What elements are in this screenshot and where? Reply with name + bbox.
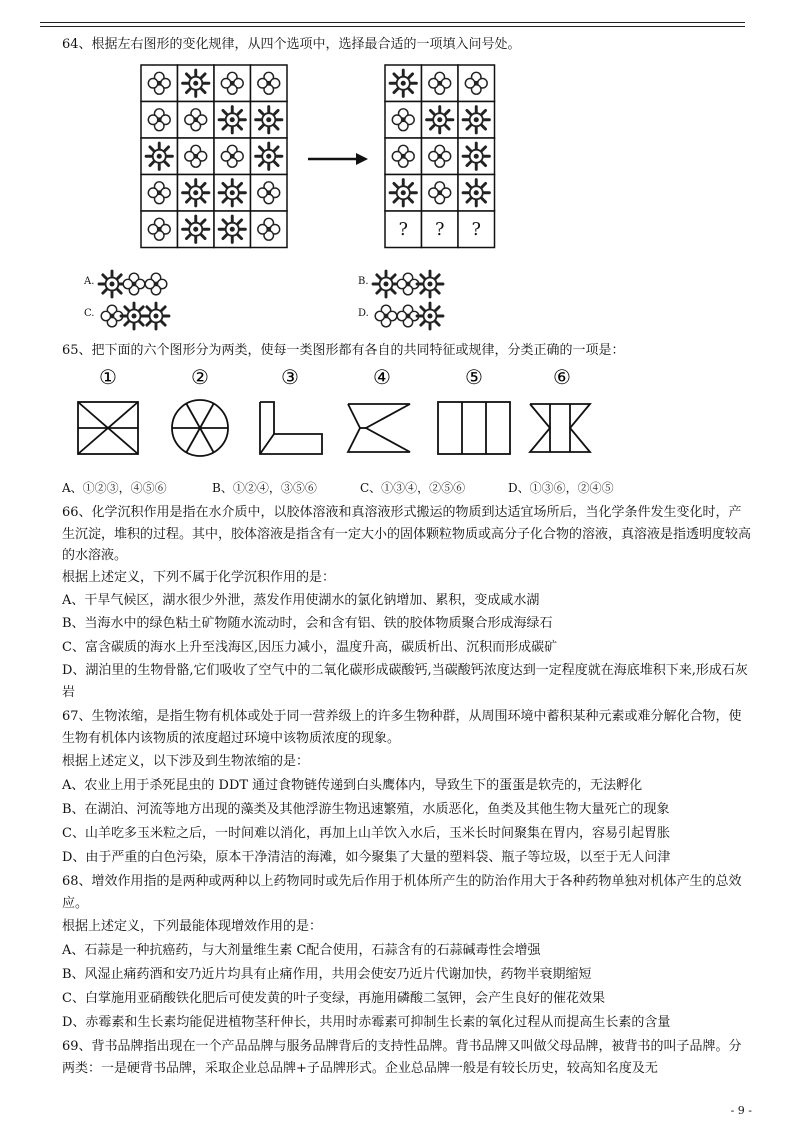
clover-icon (101, 305, 123, 327)
sun-icon (463, 180, 489, 206)
q64-option-b-shapes (376, 274, 456, 294)
q64-option-d-label: D. (358, 308, 369, 319)
q64-option-a-label: A. (84, 276, 95, 287)
q67-option-c[interactable]: C、山羊吃多玉米粒之后，一时间难以消化，再加上山羊饮入水后，玉米长时间聚集在胃内，容易引起胃胀 (62, 826, 670, 841)
question-mark (399, 220, 408, 240)
q64-right-grid (384, 64, 496, 248)
q67-option-b[interactable]: B、在湖泊、河流等地方出现的藻类及其他浮游生物迅速繁殖，水质恶化，鱼类及其他生物大量死亡的现象 (62, 802, 670, 817)
q68-option-b[interactable]: B、风湿止痛药酒和安乃近片均具有止痛作用，共用会使安乃近片代谢加快，药物半衰期缩短 (62, 967, 592, 982)
q65-figure-5 (438, 402, 510, 454)
sun-icon (146, 143, 172, 169)
q66-option-b[interactable]: B、当海水中的绿色粘土矿物随水流动时，会和含有铝、铁的胶体物质聚合形成海绿石 (62, 616, 553, 631)
q64-left-grid (140, 64, 288, 248)
q65-option-b[interactable]: B、①②④，③⑤⑥ (212, 481, 317, 495)
q66-option-a[interactable]: A、干旱气候区，湖水很少外泄，蒸发作用使湖水的氯化钠增加、累积，变成咸水湖 (62, 593, 540, 608)
header-rule-bottom (40, 26, 745, 27)
q64-option-a[interactable] (84, 274, 204, 294)
q64-option-b[interactable] (358, 274, 478, 294)
sun-icon (390, 70, 416, 96)
q65-figure-label: ① (99, 365, 117, 389)
sun-icon (463, 107, 489, 133)
q65-figure-1 (78, 402, 138, 454)
q68-prompt: 根据上述定义，下列最能体现增效作用的是： (62, 919, 323, 934)
q65-figure-2 (172, 400, 228, 456)
q66-option-c[interactable]: C、富含碳质的海水上升至浅海区,因压力减小，温度升高，碳质析出、沉积而形成碳矿 (62, 640, 558, 655)
svg-text:?: ? (398, 220, 408, 241)
q65-figure-4 (348, 404, 410, 452)
sun-icon (256, 143, 282, 169)
q67-prompt: 根据上述定义，以下涉及到生物浓缩的是： (62, 754, 310, 769)
q66-option-d[interactable]: D、湖泊里的生物骨骼,它们吸收了空气中的二氧化碳形成碳酸钙,当碳酸钙浓度达到一定程度就在海底堆积下来,形成石灰岩 (62, 663, 748, 700)
q64-option-d-shapes (376, 306, 456, 326)
sun-icon (417, 271, 443, 297)
q65-figure-label: ④ (373, 365, 391, 389)
sun-icon (219, 180, 245, 206)
q64-option-c-shapes (102, 306, 182, 326)
q68-stem: 68、增效作用指的是两种或两种以上药物同时或先后作用于机体所产生的防治作用大于各种药物单独对机体产生的总效应。 (62, 874, 742, 911)
q65-stem: 65、把下面的六个图形分为两类，使每一类图形都有各自的共同特征或规律，分类正确的一项是： (62, 343, 625, 358)
sun-icon (390, 180, 416, 206)
q64-option-b-label: B. (358, 276, 369, 287)
q68-option-a[interactable]: A、石蒜是一种抗癌药，与大剂量维生素 C配合使用，石蒜含有的石蒜碱毒性会增强 (62, 943, 541, 958)
sun-icon (463, 143, 489, 169)
arrow-icon (306, 152, 370, 166)
q65-figure-label: ⑥ (553, 365, 571, 389)
sun-icon (99, 271, 125, 297)
q65-figure-label: ③ (281, 365, 299, 389)
sun-icon (143, 303, 169, 329)
sun-icon (256, 107, 282, 133)
q64-option-c[interactable] (84, 306, 204, 326)
page-number: - 9 - (730, 1104, 752, 1117)
q65-figure-label: ② (191, 365, 209, 389)
sun-icon (417, 303, 443, 329)
q65-option-d[interactable]: D、①③⑥，②④⑤ (508, 481, 614, 495)
q66-prompt: 根据上述定义，下列不属于化学沉积作用的是： (62, 570, 336, 585)
question-mark (472, 220, 481, 240)
clover-icon (145, 273, 167, 295)
q68-option-d[interactable]: D、赤霉素和生长素均能促进植物茎秆伸长，共用时赤霉素可抑制生长素的氧化过程从而提高生长素的含量 (62, 1015, 671, 1030)
q66-stem: 66、化学沉积作用是指在水介质中，以胶体溶液和真溶液形式搬运的物质到达适宜场所后，当化学条件发生变化时，产生沉淀，堆积的过程。其中，胶体溶液是指含有一定大小的固体颗粒物质或高分子化合物的溶液，真溶液是指透明度较高的水溶液。 (62, 505, 752, 563)
svg-text:?: ? (471, 220, 481, 241)
sun-icon (183, 216, 209, 242)
q65-figure-6 (530, 404, 590, 452)
q65-figure-label: ⑤ (465, 365, 483, 389)
sun-icon (183, 70, 209, 96)
q64-stem: 64、根据左右图形的变化规律，从四个选项中，选择最合适的一项填入问号处。 (62, 37, 521, 52)
q65-option-a[interactable]: A、①②③，④⑤⑥ (62, 481, 167, 495)
question-mark (435, 220, 444, 240)
q69-stem: 69、背书品牌指出现在一个产品品牌与服务品牌背后的支持性品牌。背书品牌又叫做父母品牌，被背书的叫子品牌。分两类：一是硬背书品牌，采取企业总品牌+子品牌形式。企业总品牌一般是有较长历史，较高知名度及无 (62, 1039, 742, 1076)
clover-icon (123, 273, 145, 295)
q64-option-c-label: C. (84, 308, 95, 319)
sun-icon (219, 107, 245, 133)
q68-option-c[interactable]: C、白掌施用亚硝酸铁化肥后可使发黄的叶子变绿，再施用磷酸二氢钾，会产生良好的催花效果 (62, 991, 605, 1006)
q64-option-d[interactable] (358, 306, 478, 326)
q65-figures (60, 362, 620, 462)
sun-icon (183, 180, 209, 206)
sun-icon (219, 216, 245, 242)
q67-option-a[interactable]: A、农业上用于杀死昆虫的 DDT 通过食物链传递到白头鹰体内，导致生下的蛋蛋是软壳的，无法孵化 (62, 778, 643, 793)
header-rule-top (40, 22, 745, 23)
q65-option-c[interactable]: C、①③④，②⑤⑥ (360, 481, 466, 495)
svg-text:?: ? (435, 220, 445, 241)
q67-stem: 67、生物浓缩，是指生物有机体或处于同一营养级上的许多生物种群，从周围环境中蓄积某种元素或难分解化合物，使生物有机体内该物质的浓度超过环境中该物质浓度的现象。 (62, 709, 742, 746)
clover-icon (397, 273, 419, 295)
q67-option-d[interactable]: D、由于严重的白色污染，原本干净清洁的海滩，如今聚集了大量的塑料袋、瓶子等垃圾，以至于无人问津 (62, 850, 671, 865)
clover-icon (375, 305, 397, 327)
sun-icon (427, 107, 453, 133)
q64-option-a-shapes (102, 274, 182, 294)
sun-icon (373, 271, 399, 297)
clover-icon (397, 305, 419, 327)
q65-figure-3 (260, 402, 322, 454)
